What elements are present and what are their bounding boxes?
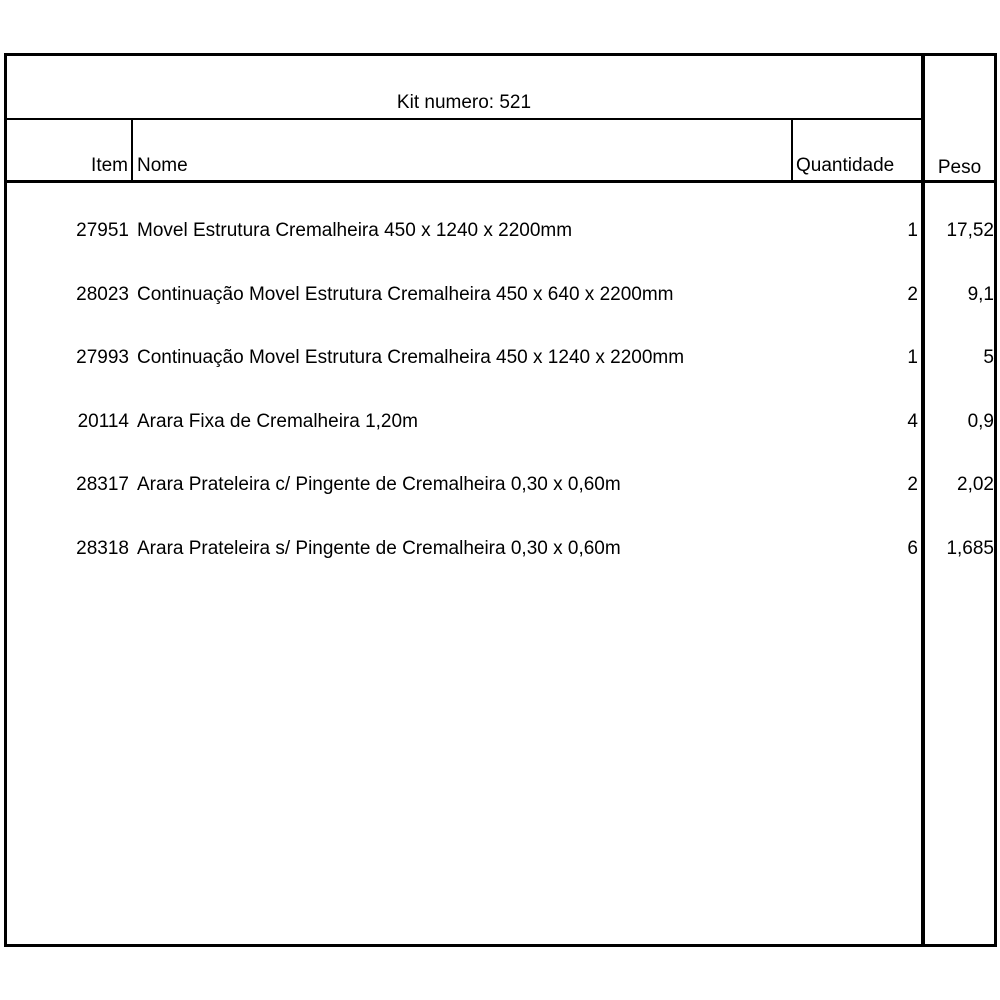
row-item: 28023 <box>76 284 129 305</box>
row-item: 28318 <box>76 538 129 559</box>
table-row <box>0 474 1000 498</box>
table-row <box>0 347 1000 371</box>
row-quantidade: 1 <box>907 220 918 241</box>
row-item: 27993 <box>76 347 129 368</box>
header-peso: Peso <box>937 157 982 178</box>
table-row <box>0 411 1000 435</box>
table-row <box>0 220 1000 244</box>
row-peso: 0,9 <box>967 411 994 432</box>
header-nome: Nome <box>137 155 188 176</box>
table-row <box>0 284 1000 308</box>
row-peso: 17,52 <box>946 220 994 241</box>
header-quantidade: Quantidade <box>796 155 895 176</box>
row-nome: Arara Prateleira s/ Pingente de Cremalheira 0,30 x 0,60m <box>137 538 621 559</box>
row-quantidade: 6 <box>907 538 918 559</box>
row-peso: 9,1 <box>967 284 994 305</box>
row-nome: Arara Prateleira c/ Pingente de Cremalheira 0,30 x 0,60m <box>137 474 621 495</box>
row-nome: Continuação Movel Estrutura Cremalheira 450 x 1240 x 2200mm <box>137 347 685 368</box>
row-peso: 1,685 <box>946 538 994 559</box>
row-quantidade: 1 <box>907 347 918 368</box>
table-row <box>0 538 1000 562</box>
kit-title: Kit numero: 521 <box>396 92 532 113</box>
row-item: 28317 <box>76 474 129 495</box>
row-quantidade: 4 <box>907 411 918 432</box>
row-peso: 2,02 <box>957 474 994 495</box>
row-nome: Movel Estrutura Cremalheira 450 x 1240 x 2200mm <box>137 220 573 241</box>
row-peso: 5 <box>983 347 994 368</box>
row-nome: Arara Fixa de Cremalheira 1,20m <box>137 411 418 432</box>
header-item: Item <box>91 155 128 176</box>
row-item: 27951 <box>76 220 129 241</box>
row-quantidade: 2 <box>907 284 918 305</box>
row-quantidade: 2 <box>907 474 918 495</box>
row-item: 20114 <box>77 411 129 432</box>
row-nome: Continuação Movel Estrutura Cremalheira 450 x 640 x 2200mm <box>137 284 674 305</box>
